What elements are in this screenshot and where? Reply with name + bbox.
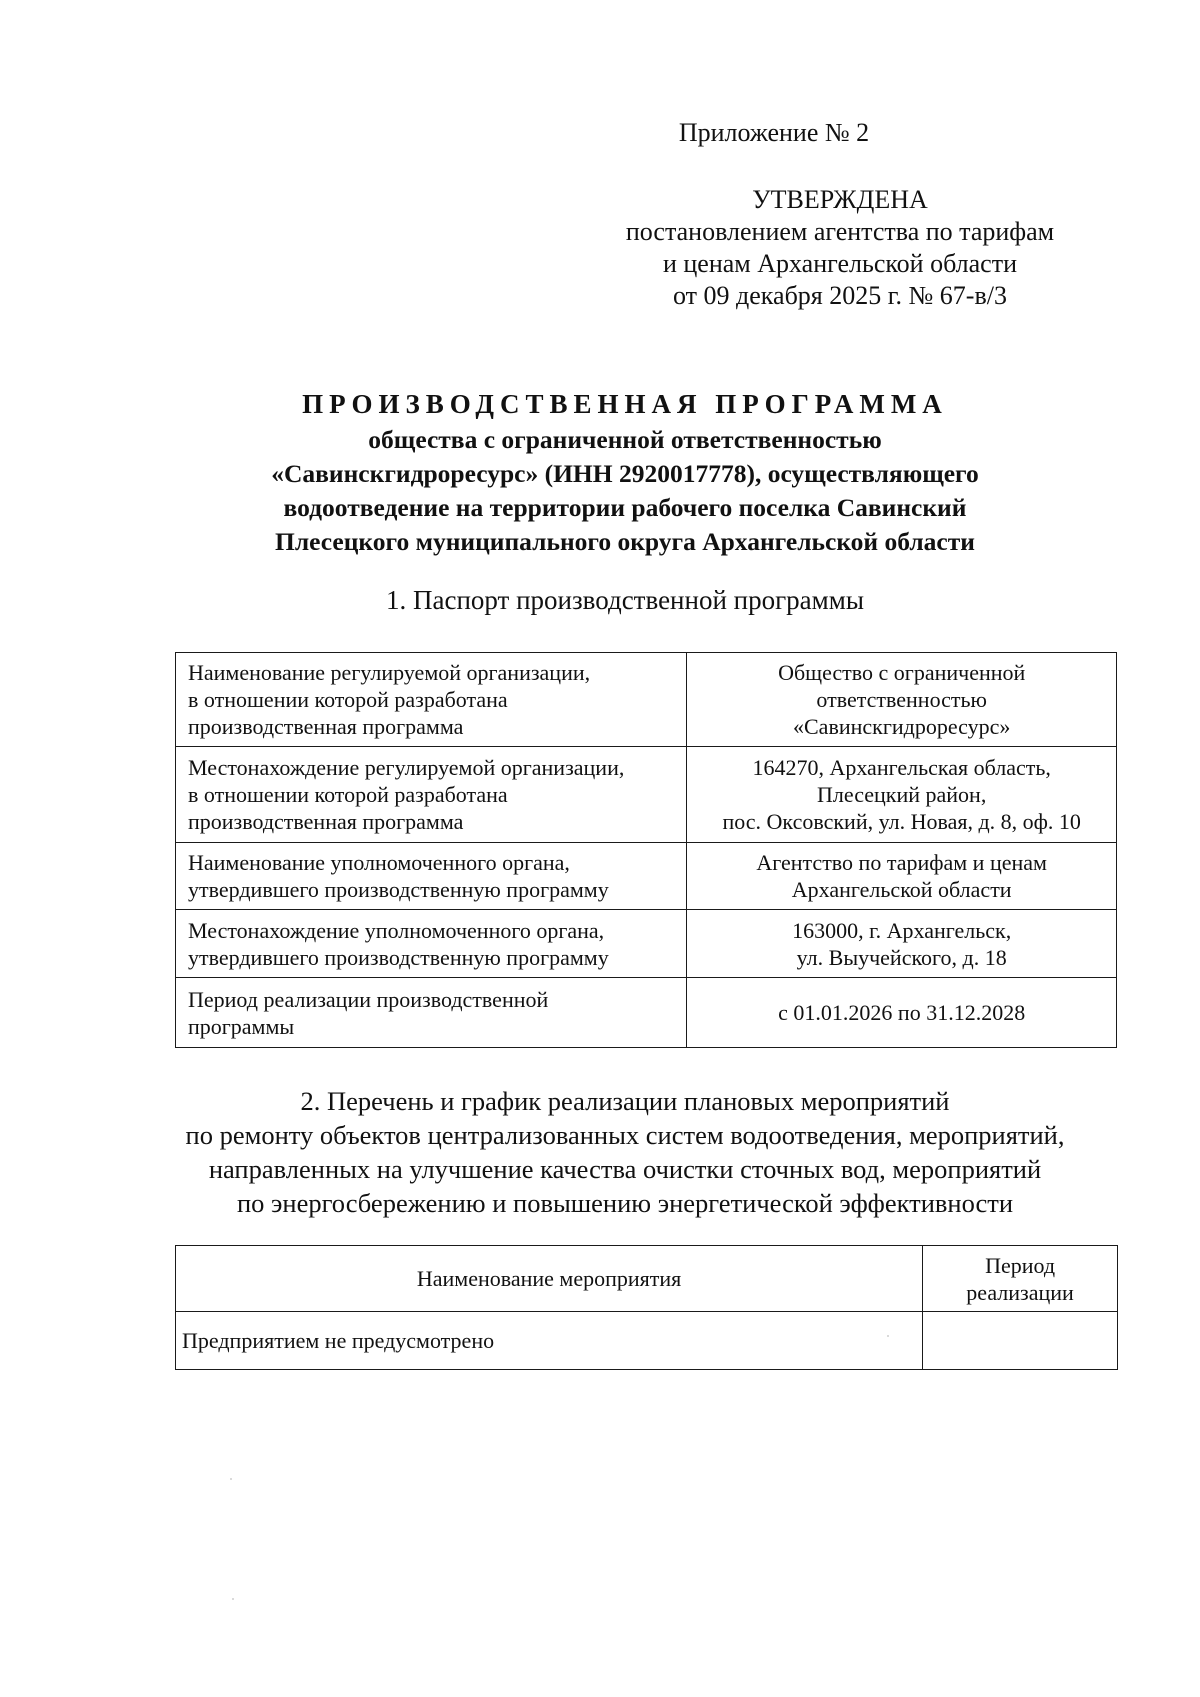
heading-line: направленных на улучшение качества очистки сточных вод, мероприятий bbox=[208, 1154, 1042, 1184]
passport-value bbox=[687, 747, 1117, 843]
cell-line: Архангельской области bbox=[791, 877, 1012, 902]
subtitle-line: Плесецкого муниципального округа Архангельской области bbox=[275, 527, 975, 556]
passport-table bbox=[175, 652, 1117, 1048]
heading-line: по энергосбережению и повышению энергетической эффективности bbox=[236, 1188, 1014, 1218]
heading-line: по ремонту объектов централизованных систем водоотведения, мероприятий, bbox=[185, 1120, 1065, 1150]
cell-line: в отношении которой разработана bbox=[188, 782, 508, 807]
cell-line: Наименование регулируемой организации, bbox=[188, 660, 591, 685]
column-header-period bbox=[923, 1246, 1118, 1312]
cell-line: Местонахождение уполномоченного органа, bbox=[188, 917, 605, 943]
cell-line: ул. Выучейского, д. 18 bbox=[796, 944, 1007, 970]
cell-line: 164270, Архангельская область, bbox=[752, 755, 1051, 780]
table-row bbox=[176, 1312, 1118, 1370]
table-row bbox=[176, 653, 1117, 747]
passport-value bbox=[687, 910, 1117, 978]
cell-line: программы bbox=[188, 1013, 295, 1039]
approval-date-line: от 09 декабря 2025 г. № 67-в/3 bbox=[673, 281, 1007, 310]
header-line: реализации bbox=[966, 1279, 1074, 1305]
cell-line: пос. Оксовский, ул. Новая, д. 8, оф. 10 bbox=[722, 809, 1081, 834]
cell-line: с 01.01.2026 по 31.12.2028 bbox=[778, 1000, 1026, 1025]
table-row bbox=[176, 910, 1117, 978]
passport-label bbox=[176, 653, 687, 747]
cell-line: Агентство по тарифам и ценам bbox=[756, 850, 1047, 875]
table-row bbox=[176, 978, 1117, 1048]
subtitle-line: водоотведение на территории рабочего поселка Савинский bbox=[283, 493, 967, 522]
table-header-row bbox=[176, 1246, 1118, 1312]
cell-line: Местонахождение регулируемой организации, bbox=[188, 755, 625, 780]
column-header-event: Наименование мероприятия bbox=[176, 1246, 923, 1312]
table-row bbox=[176, 747, 1117, 843]
passport-value bbox=[687, 653, 1117, 747]
approved-by-line: и ценам Архангельской области bbox=[662, 249, 1018, 278]
event-period-cell bbox=[923, 1312, 1118, 1370]
passport-label bbox=[176, 910, 687, 978]
heading-line: 2. Перечень и график реализации плановых мероприятий bbox=[300, 1086, 950, 1116]
cell-line: Общество с ограниченной bbox=[778, 660, 1026, 685]
cell-line: производственная программа bbox=[188, 714, 464, 739]
approved-by-line: постановлением агентства по тарифам bbox=[625, 217, 1055, 246]
event-name-cell: Предприятием не предусмотрено bbox=[176, 1312, 923, 1370]
section2-heading bbox=[175, 1084, 1075, 1220]
passport-label bbox=[176, 747, 687, 843]
cell-line: Плесецкий район, bbox=[817, 782, 987, 807]
appendix-number: Приложение № 2 bbox=[678, 118, 870, 147]
scan-speck bbox=[232, 1598, 234, 1600]
section1-heading: 1. Паспорт производственной программы bbox=[386, 585, 864, 615]
events-table bbox=[175, 1245, 1118, 1370]
document-title: ПРОИЗВОДСТВЕННАЯ ПРОГРАММА bbox=[302, 389, 948, 419]
passport-label bbox=[176, 978, 687, 1048]
subtitle-line: общества с ограниченной ответственностью bbox=[368, 425, 882, 454]
table-row bbox=[176, 843, 1117, 910]
cell-line: «Савинскгидроресурс» bbox=[793, 714, 1011, 739]
cell-line: в отношении которой разработана bbox=[188, 687, 508, 712]
scan-speck bbox=[230, 1478, 232, 1480]
scan-speck bbox=[887, 1335, 889, 1337]
cell-line: утвердившего производственную программу bbox=[188, 944, 609, 970]
approved-label: УТВЕРЖДЕНА bbox=[752, 185, 928, 214]
passport-value bbox=[687, 843, 1117, 910]
cell-line: 163000, г. Архангельск, bbox=[792, 917, 1012, 943]
passport-value bbox=[687, 978, 1117, 1048]
cell-line: утвердившего производственную программу bbox=[188, 877, 609, 902]
header-line: Период bbox=[985, 1252, 1056, 1278]
approval-block bbox=[560, 184, 1120, 312]
subtitle-line: «Савинскгидроресурс» (ИНН 2920017778), осуществляющего bbox=[271, 459, 979, 488]
document-subtitle bbox=[175, 423, 1075, 559]
passport-label bbox=[176, 843, 687, 910]
cell-line: Период реализации производственной bbox=[188, 986, 549, 1012]
cell-line: ответственностью bbox=[816, 687, 987, 712]
cell-line: Наименование уполномоченного органа, bbox=[188, 850, 570, 875]
cell-line: производственная программа bbox=[188, 809, 464, 834]
